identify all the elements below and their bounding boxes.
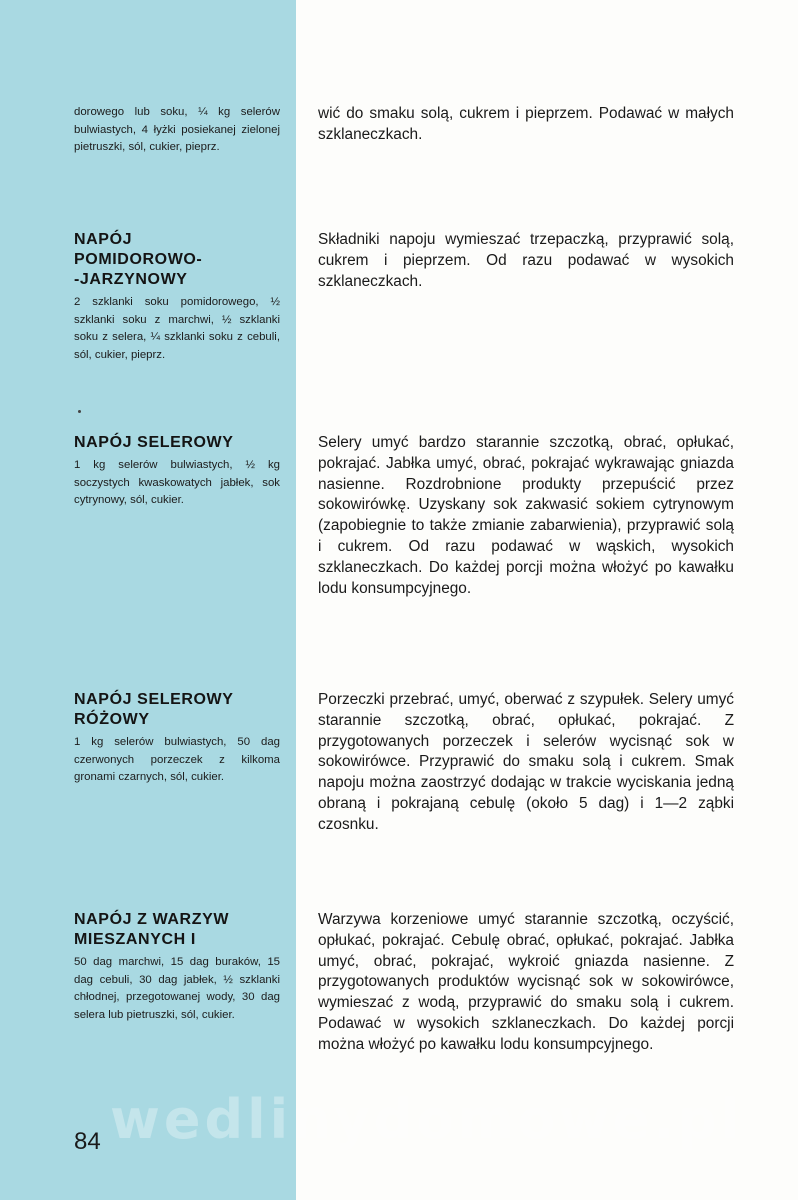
- recipe-title: [74, 910, 280, 950]
- recipe-title: [74, 690, 280, 730]
- ingredients-text: 1 kg selerów bulwiastych, ½ kg soczystych kwaskowatych jabłek, sok cytrynowy, sól, cukier.: [74, 459, 280, 506]
- recipe-title: [74, 433, 280, 453]
- title-line: RÓŻOWY: [74, 711, 150, 728]
- title-line: MIESZANYCH I: [74, 931, 196, 948]
- method-text: Składniki napoju wymieszać trzepaczką, przyprawić solą, cukrem i pieprzem. Od razu podawać w wysokich szklaneczkach.: [318, 231, 734, 290]
- ingredients-text: dorowego lub soku, ¼ kg selerów bulwiastych, 4 łyżki posiekanej zielonej pietruszki, sól, cukier, pieprz.: [74, 106, 280, 153]
- recipe-ingredients-block: [74, 910, 280, 1024]
- continuation-ingredients-block: [74, 104, 280, 157]
- ingredients-text: 2 szklanki soku pomidorowego, ½ szklanki soku z marchwi, ½ szklanki soku z selera, ¼ szklanki soku z cebuli, sól, cukier, pieprz.: [74, 296, 280, 361]
- method-text: Porzeczki przebrać, umyć, oberwać z szypułek. Selery umyć starannie szczotką, obrać, opłukać, pokrajać. Z przygotowanych porzeczek i selerów wycisnąć sok w sokowirówce. Przyprawić do smaku solą i cukrem. Smak napoju można zaostrzyć dodając w trakcie wyciskania jedną obraną i pokrajaną cebulę (około 5 dag) i 1—2 ząbki czosnku.: [318, 691, 734, 833]
- title-line: -JARZYNOWY: [74, 271, 188, 288]
- recipe-title: [74, 230, 280, 290]
- title-line: NAPÓJ Z WARZYW: [74, 911, 230, 928]
- ingredients-text: 1 kg selerów bulwiastych, 50 dag czerwonych porzeczek z kilkoma gronami czarnych, sól, cukier.: [74, 736, 280, 783]
- recipe-ingredients-block: [74, 433, 280, 510]
- title-line: NAPÓJ SELEROWY: [74, 434, 234, 451]
- title-line: NAPÓJ SELEROWY: [74, 691, 234, 708]
- continuation-method-text: wić do smaku solą, cukrem i pieprzem. Podawać w małych szklaneczkach.: [318, 105, 734, 143]
- ingredients-text: 50 dag marchwi, 15 dag buraków, 15 dag cebuli, 30 dag jabłek, ½ szklanki chłodnej, przegotowanej wody, 30 dag selera lub pietruszki, sól, cukier.: [74, 956, 280, 1021]
- method-text: Warzywa korzeniowe umyć starannie szczotką, oczyścić, opłukać, pokrajać. Cebulę obrać, opłukać, pokrajać. Jabłka umyć, obrać, pokrajać, wykroić gniazda nasienne. Z przygotowanych produktów wycisnąć sok w sokowirówce, wymieszać z wodą, przyprawić do smaku solą i cukrem. Podawać w wysokich szklaneczkach. Do każdej porcji można włożyć po kawałku lodu konsumpcyjnego.: [318, 911, 734, 1053]
- title-line: POMIDOROWO-: [74, 251, 203, 268]
- watermark: wedlinydomowe.pl: [110, 1088, 744, 1151]
- recipe-ingredients-block: [74, 230, 280, 364]
- page-number: 84: [74, 1128, 101, 1155]
- title-line: NAPÓJ: [74, 231, 133, 248]
- method-text: Selery umyć bardzo starannie szczotką, obrać, opłukać, pokrajać. Jabłka umyć, obrać, pokrajać wykrawając gniazda nasienne. Rozdrobnione produkty przepuścić przez sokowirówkę. Uzyskany sok zakwasić sokiem cytrynowym (zapobiegnie to także zmianie zabarwienia), przyprawić solą i cukrem. Od razu podawać w wąskich, wysokich szklaneczkach. Do każdej porcji można włożyć po kawałku lodu konsumpcyjnego.: [318, 434, 734, 597]
- recipe-ingredients-block: [74, 690, 280, 787]
- print-speck: [78, 410, 81, 413]
